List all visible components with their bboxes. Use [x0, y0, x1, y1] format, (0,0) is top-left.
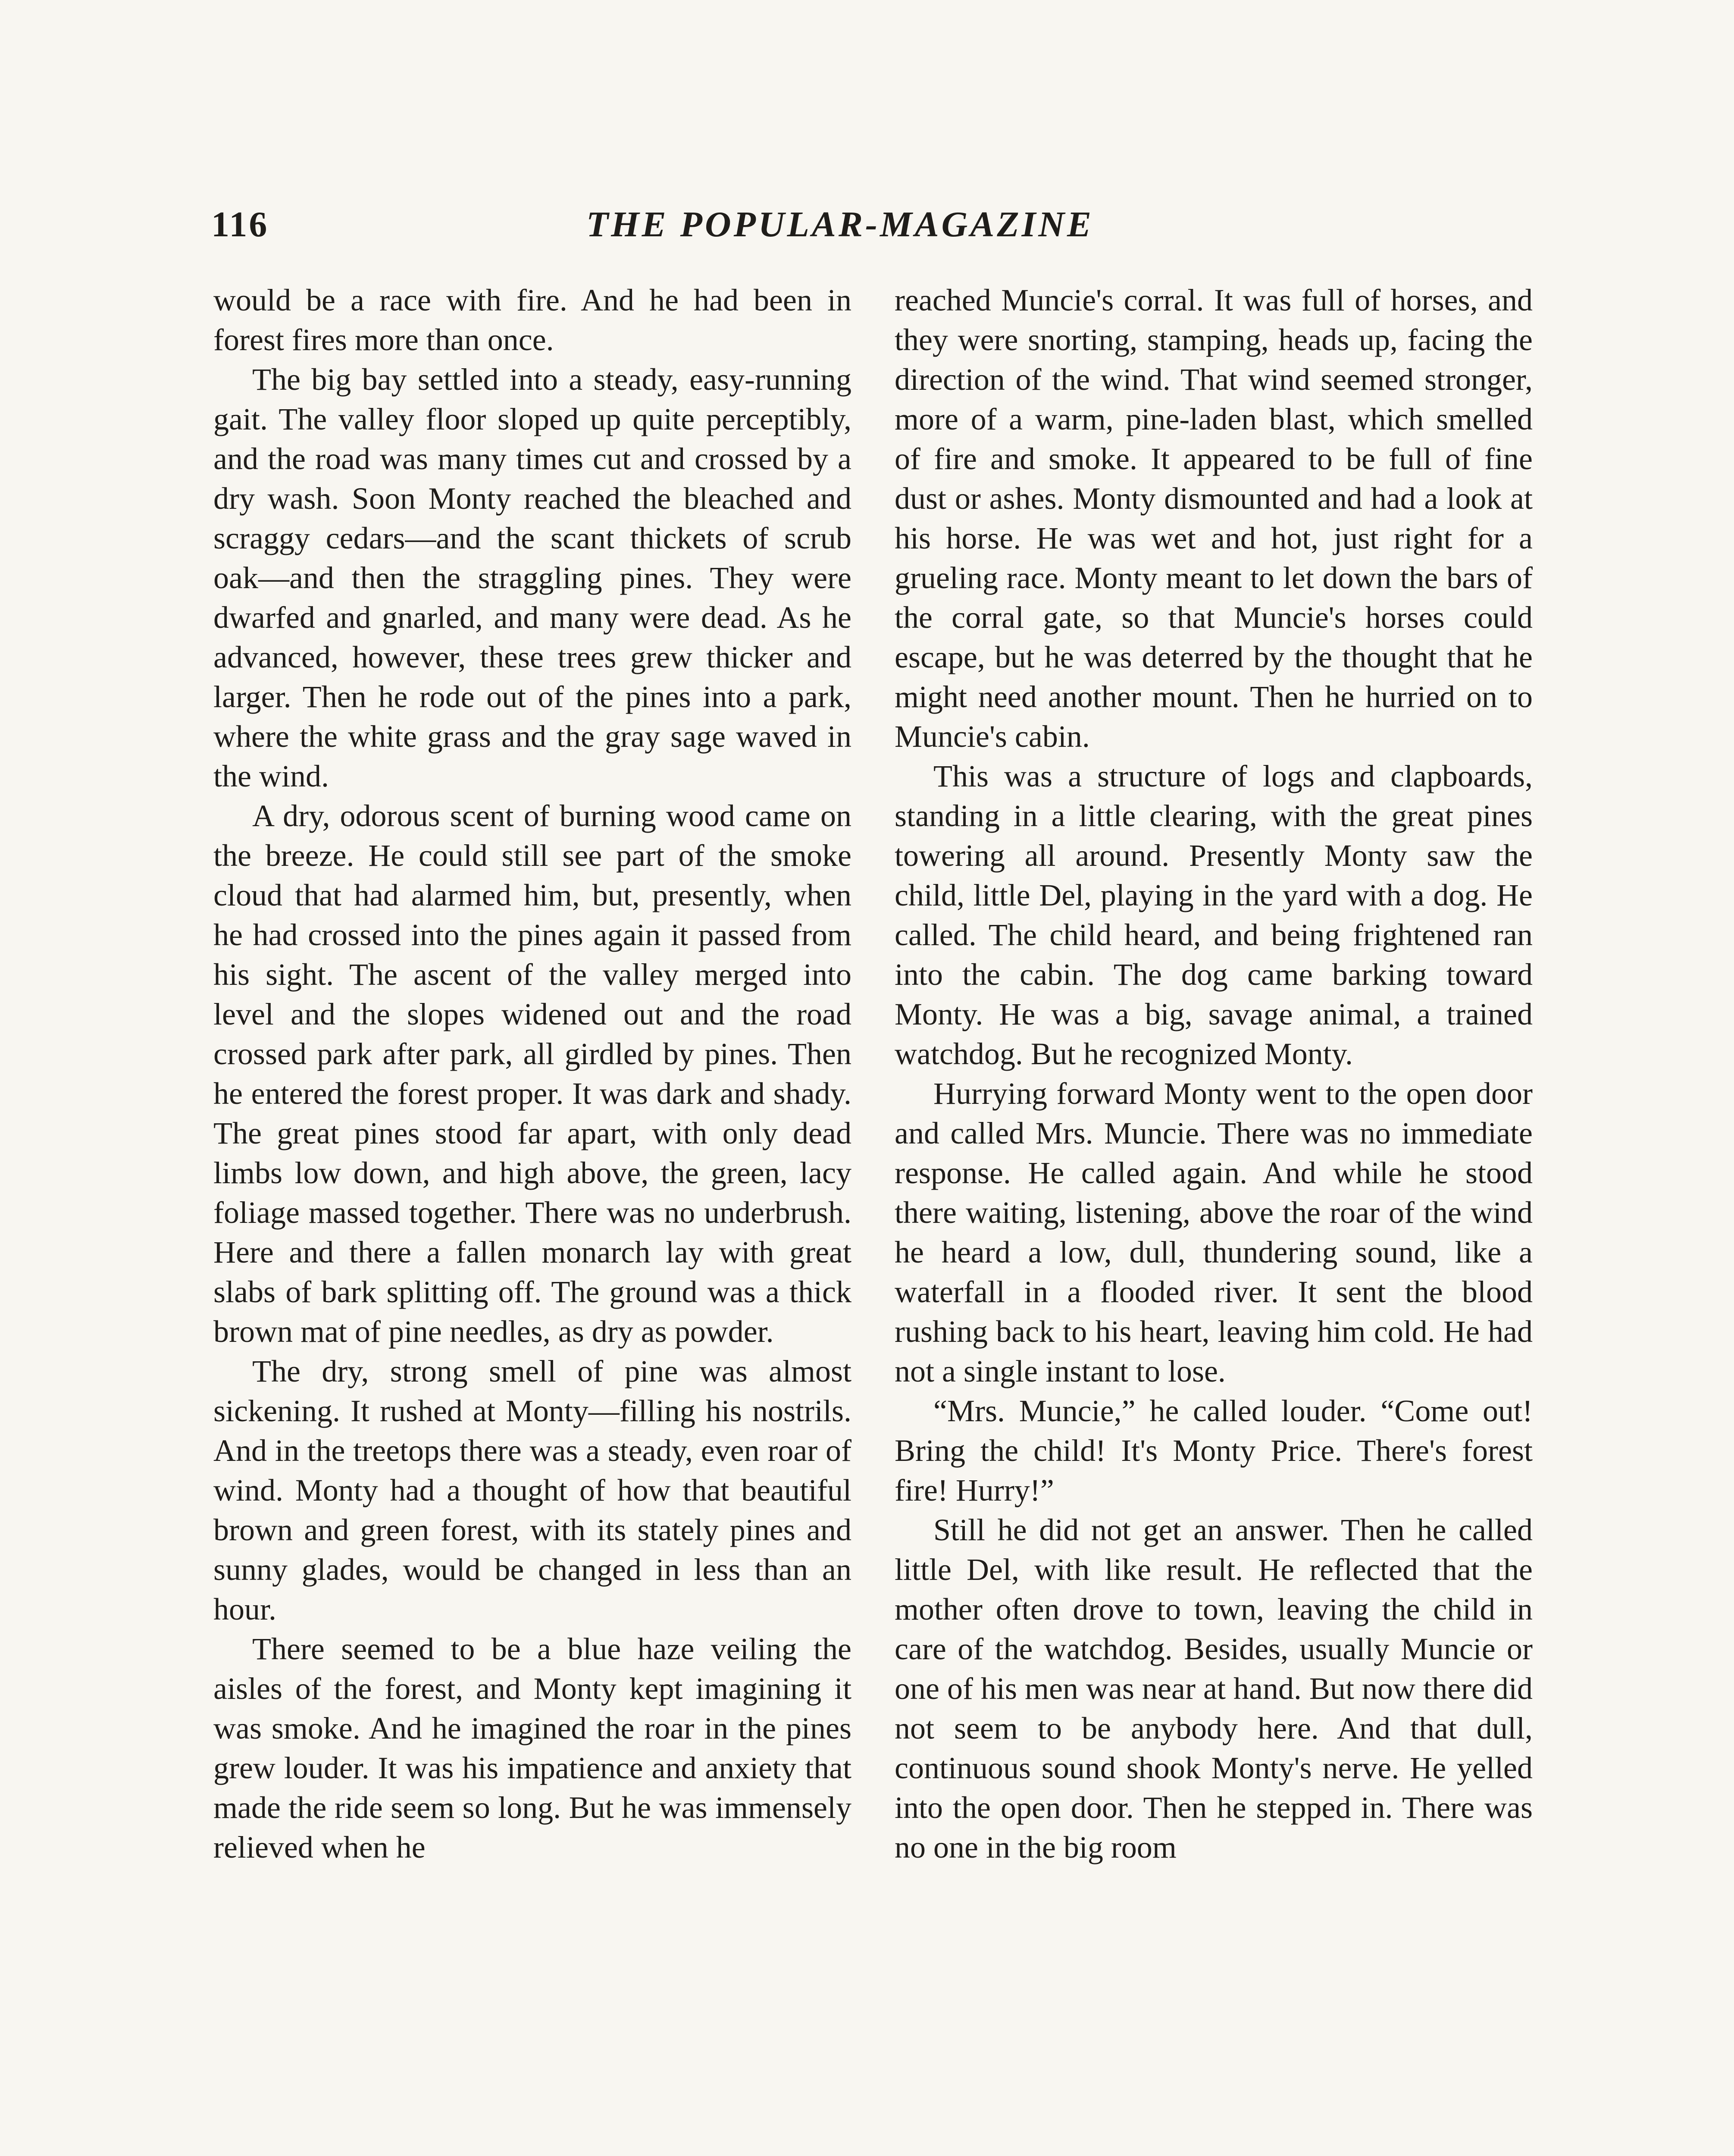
- paragraph: This was a structure of logs and clapboards, standing in a little clearing, with the great pines towering all around. Presently Monty saw the child, little Del, playing in the yard with a dog. He called. The child heard, and being frightened ran into the cabin. The dog came barking toward Monty. He was a big, savage animal, a trained watchdog. But he recognized Monty.: [895, 759, 1533, 1071]
- paragraph: A dry, odorous scent of burning wood came on the breeze. He could still see part of the smoke cloud that had alarmed him, but, presently, when he had crossed into the pines again it passed from his sight. The ascent of the valley merged into level and the slopes widened out and the road crossed park after park, all girdled by pines. Then he entered the forest proper. It was dark and shady. The great pines stood far apart, with only dead limbs low down, and high above, the green, lacy foliage massed together. There was no underbrush. Here and there a fallen monarch lay with great slabs of bark splitting off. The ground was a thick brown mat of pine needles, as dry as powder.: [213, 799, 851, 1349]
- paragraph: There seemed to be a blue haze veiling the aisles of the forest, and Monty kept imagining it was smoke. And he imagined the roar in the pines grew louder. It was his impatience and anxiety that made the ride seem so long. But he was immensely relieved when he: [213, 1632, 851, 1865]
- page-number: 116: [211, 204, 269, 244]
- paragraph: would be a race with fire. And he had been in forest fires more than once.: [213, 283, 851, 357]
- paragraph: “Mrs. Muncie,” he called louder. “Come out! Bring the child! It's Monty Price. There's forest fire! Hurry!”: [895, 1394, 1533, 1507]
- paragraph: The dry, strong smell of pine was almost sickening. It rushed at Monty—filling his nostrils. And in the treetops there was a steady, even roar of wind. Monty had a thought of how that beautiful brown and green forest, with its stately pines and sunny glades, would be changed in less than an hour.: [213, 1354, 851, 1626]
- paragraph: Still he did not get an answer. Then he called little Del, with like result. He reflected that the mother often drove to town, leaving the child in care of the watchdog. Besides, usually Muncie or one of his men was near at hand. But now there did not seem to be anybody here. And that dull, continuous sound shook Monty's nerve. He yelled into the open door. Then he stepped in. There was no one in the big room: [895, 1513, 1533, 1865]
- right-column: [895, 280, 1533, 1867]
- paragraph: Hurrying forward Monty went to the open door and called Mrs. Muncie. There was no immediate response. He called again. And while he stood there waiting, listening, above the roar of the wind he heard a low, dull, thundering sound, like a waterfall in a flooded river. It sent the blood rushing back to his heart, leaving him cold. He had not a single instant to lose.: [895, 1076, 1533, 1388]
- left-column: [213, 280, 851, 1867]
- paragraph: The big bay settled into a steady, easy-running gait. The valley floor sloped up quite perceptibly, and the road was many times cut and crossed by a dry wash. Soon Monty reached the bleached and scraggy cedars—and the scant thickets of scrub oak—and then the straggling pines. They were dwarfed and gnarled, and many were dead. As he advanced, however, these trees grew thicker and larger. Then he rode out of the pines into a park, where the white grass and the gray sage waved in the wind.: [213, 362, 851, 793]
- paragraph: reached Muncie's corral. It was full of horses, and they were snorting, stamping, heads up, facing the direction of the wind. That wind seemed stronger, more of a warm, pine-laden blast, which smelled of fire and smoke. It appeared to be full of fine dust or ashes. Monty dismounted and had a look at his horse. He was wet and hot, just right for a grueling race. Monty meant to let down the bars of the corral gate, so that Muncie's horses could escape, but he was deterred by the thought that he might need another mount. Then he hurried on to Muncie's cabin.: [895, 283, 1533, 754]
- running-title: THE POPULAR-MAGAZINE: [586, 204, 1094, 244]
